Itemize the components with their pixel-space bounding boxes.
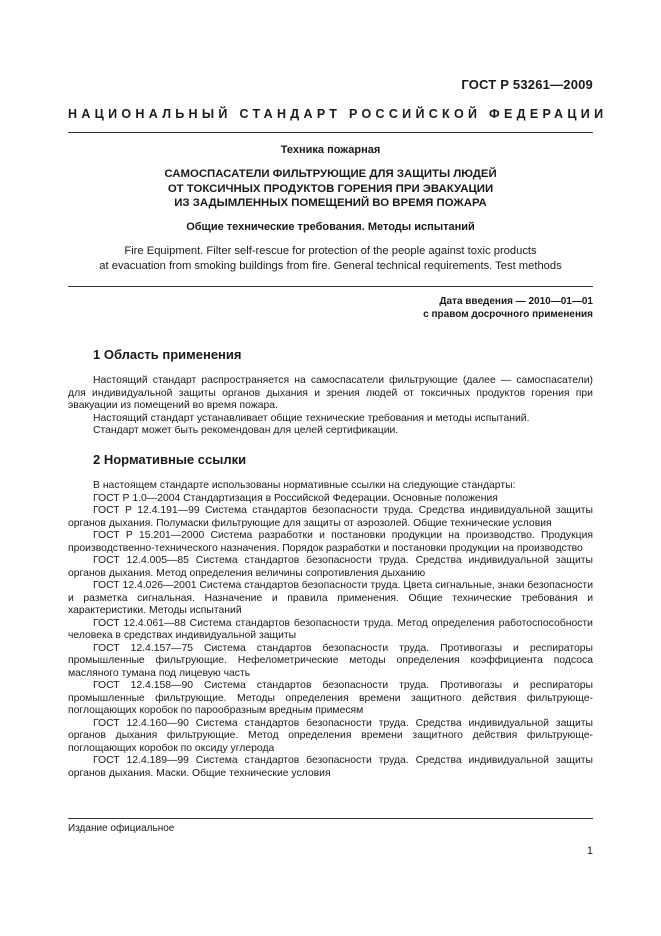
reference-item: ГОСТ 12.4.026—2001 Система стандартов безопасности труда. Цвета сигнальные, знаки безопасности и разметка сигнальная. Назначение и правила применения. Общие технические требования и характеристики. Методы испытаний xyxy=(68,580,593,616)
effective-date-line: Дата введения — 2010—01—01 xyxy=(439,296,593,307)
reference-item: ГОСТ 12.4.158—90 Система стандартов безопасности труда. Противогазы и респираторы промышленные фильтрующие. Методы определения времени защитного действия фильтрующе-поглощающих коробок по парообразным вредным примесям xyxy=(68,680,593,716)
paragraph: В настоящем стандарте использованы нормативные ссылки на следующие стандарты: xyxy=(93,480,516,491)
page-number: 1 xyxy=(586,845,593,857)
title-line: ИЗ ЗАДЫМЛЕННЫХ ПОМЕЩЕНИЙ ВО ВРЕМЯ ПОЖАРА xyxy=(174,197,487,209)
reference-item: ГОСТ 12.4.157—75 Система стандартов безопасности труда. Противогазы и респираторы промышленные фильтрующие. Нефелометрические методы определения коэффициента подсоса масляного тумана под лицевую часть xyxy=(68,642,593,679)
official-edition-note: Издание официальное xyxy=(68,823,175,834)
paragraph: Стандарт может быть рекомендован для целей сертификации. xyxy=(93,425,399,436)
document-title xyxy=(68,167,593,211)
reference-item: ГОСТ 12.4.061—88 Система стандартов безопасности труда. Метод определения работоспособности человека в средствах индивидуальной защиты xyxy=(68,617,593,641)
paragraph: Настоящий стандарт устанавливает общие технические требования и методы испытаний. xyxy=(93,412,530,424)
english-title xyxy=(68,244,593,274)
english-title-line: Fire Equipment. Filter self-rescue for protection of the people against toxic products xyxy=(124,245,537,257)
section-heading-scope: 1 Область применения xyxy=(93,347,242,362)
reference-item: ГОСТ Р 12.4.191—99 Система стандартов безопасности труда. Средства индивидуальной защиты органов дыхания. Полумаски фильтрующие для защиты от аэрозолей. Общие технические условия xyxy=(68,505,593,529)
subject-line: Техника пожарная xyxy=(280,144,381,156)
top-divider xyxy=(68,132,593,133)
middle-divider xyxy=(68,286,593,287)
reference-item: ГОСТ 12.4.160—90 Система стандартов безопасности труда. Средства индивидуальной защиты органов дыхания фильтрующие. Метод определения времени защитного действия фильтрующе-поглощающих коробок по оксиду углерода xyxy=(68,717,593,754)
early-application-line: с правом досрочного применения xyxy=(423,308,593,320)
national-standard-banner: НАЦИОНАЛЬНЫЙ СТАНДАРТ РОССИЙСКОЙ ФЕДЕРАЦИИ xyxy=(68,107,608,121)
title-line: ОТ ТОКСИЧНЫХ ПРОДУКТОВ ГОРЕНИЯ ПРИ ЭВАКУАЦИИ xyxy=(167,182,494,195)
reference-item: ГОСТ 12.4.005—85 Система стандартов безопасности труда. Средства индивидуальной защиты органов дыхания. Метод определения величины сопротивления дыханию xyxy=(68,555,593,579)
standard-number: ГОСТ Р 53261—2009 xyxy=(461,77,593,92)
title-line: САМОСПАСАТЕЛИ ФИЛЬТРУЮЩИЕ ДЛЯ ЗАЩИТЫ ЛЮДЕЙ xyxy=(164,168,497,180)
section-body-scope xyxy=(68,375,593,438)
reference-item: ГОСТ Р 15.201—2000 Система разработки и постановки продукции на производство. Продукция производственно-технического назначения. Порядок разработки и постановки продукции на производство xyxy=(68,530,593,554)
footer-divider xyxy=(68,818,593,819)
effective-date xyxy=(423,296,593,321)
document-subtitle: Общие технические требования. Методы испытаний xyxy=(186,221,475,233)
paragraph: Настоящий стандарт распространяется на самоспасатели фильтрующие (далее — самоспасатели) для индивидуальной защиты органов дыхания и зрения людей от токсичных продуктов горения при эвакуации из помещений во время пожара. xyxy=(68,375,593,411)
section-heading-references: 2 Нормативные ссылки xyxy=(93,452,247,467)
reference-item: ГОСТ Р 1.0—2004 Стандартизация в Российской Федерации. Основные положения xyxy=(93,492,498,504)
reference-item: ГОСТ 12.4.189—99 Система стандартов безопасности труда. Средства индивидуальной защиты органов дыхания. Маски. Общие технические условия xyxy=(68,755,593,779)
english-title-line: at evacuation from smoking buildings from fire. General technical requirements. Test methods xyxy=(99,260,562,272)
section-body-references xyxy=(68,480,593,780)
